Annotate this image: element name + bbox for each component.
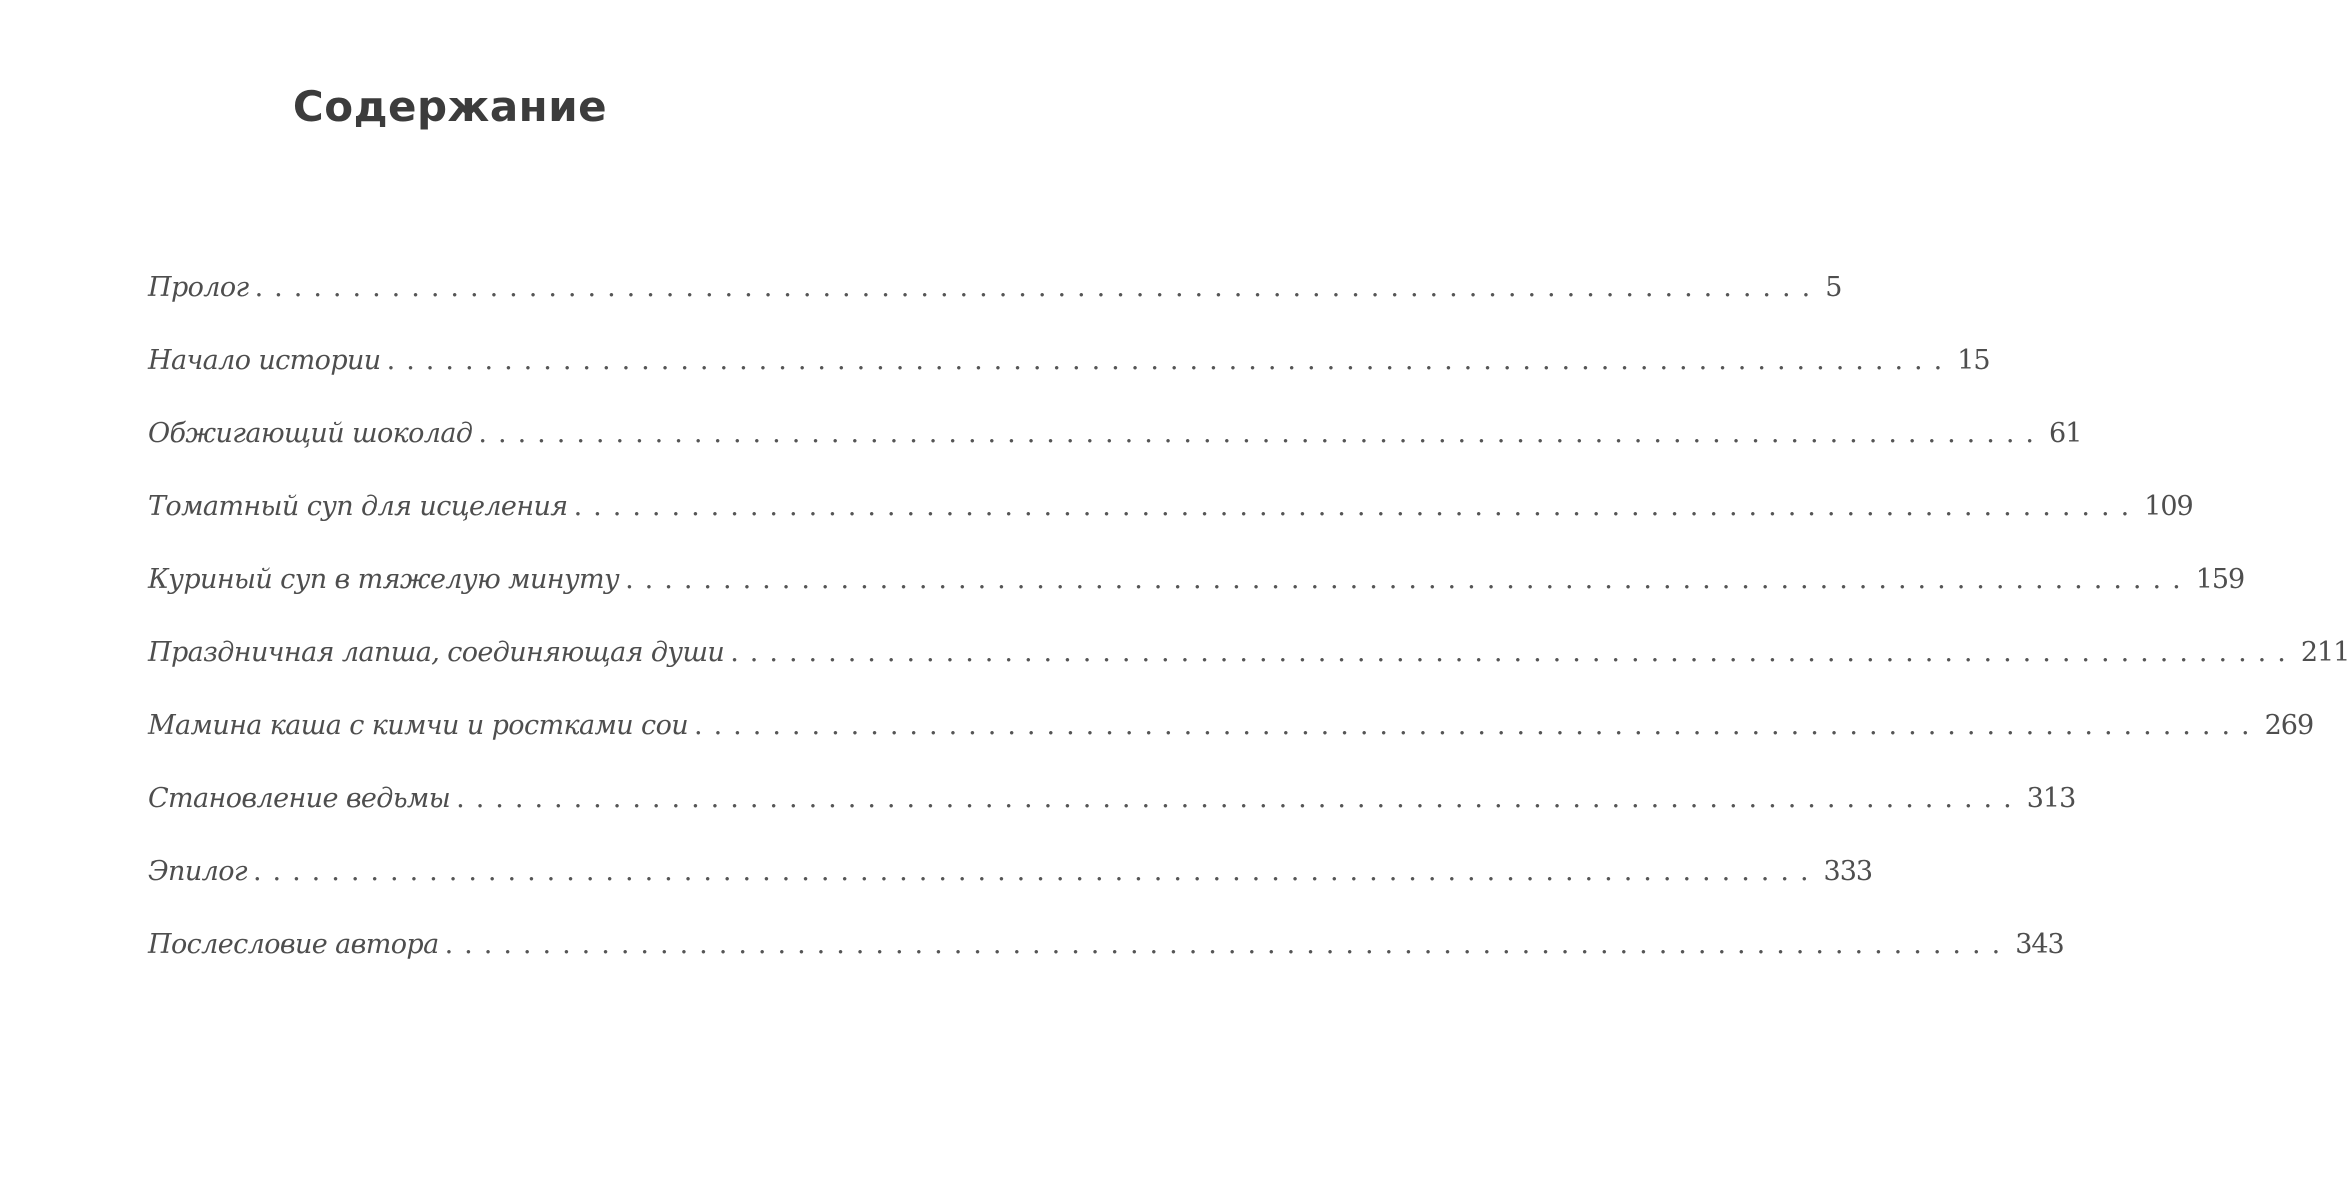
dot-leader: ................................................................................ <box>573 491 2141 522</box>
toc-entry-title: Томатный суп для исцеления <box>148 491 568 522</box>
toc-entry-title: Пролог <box>148 272 249 303</box>
toc-entry-page: 109 <box>2144 491 2193 522</box>
toc-entry-page: 343 <box>2015 929 2064 960</box>
toc-entry-page: 61 <box>2049 418 2082 449</box>
toc-entry-title: Эпилог <box>148 856 247 887</box>
toc-entry-page: 333 <box>1823 856 1873 887</box>
toc-entry-page: 159 <box>2195 564 2245 595</box>
toc-entry-title: Мамина каша с кимчи и ростками сои <box>148 710 689 741</box>
toc-entry-title: Праздничная лапша, соединяющая души <box>148 637 725 668</box>
dot-leader: ................................................................................ <box>694 710 2261 741</box>
toc-entry-page: 269 <box>2264 710 2314 741</box>
toc-entry-page: 211 <box>2300 637 2349 668</box>
page-title: Содержание <box>292 82 608 131</box>
toc-entry[interactable] <box>148 491 2193 564</box>
toc-entry-page: 15 <box>1957 345 1990 376</box>
toc-entry-title: Куриный суп в тяжелую минуту <box>148 564 620 595</box>
toc-entry[interactable] <box>148 345 1990 418</box>
toc-entry[interactable] <box>148 783 2076 856</box>
toc-entry[interactable] <box>148 564 2245 637</box>
dot-leader: ................................................................................ <box>730 637 2297 668</box>
toc-entry[interactable] <box>148 418 2082 491</box>
dot-leader: ................................................................................ <box>478 418 2046 449</box>
toc-entry[interactable] <box>148 929 2064 1002</box>
dot-leader: ................................................................................ <box>252 856 1820 887</box>
dot-leader: ................................................................................ <box>444 929 2012 960</box>
table-of-contents <box>148 272 2349 1002</box>
toc-entry-title: Послесловие автора <box>148 929 439 960</box>
toc-entry-title: Начало истории <box>148 345 381 376</box>
toc-entry-title: Становление ведьмы <box>148 783 451 814</box>
toc-entry-page: 313 <box>2026 783 2076 814</box>
dot-leader: ................................................................................ <box>254 272 1822 303</box>
dot-leader: ................................................................................ <box>456 783 2023 814</box>
toc-entry[interactable] <box>148 710 2314 783</box>
toc-entry-page: 5 <box>1825 272 1842 303</box>
dot-leader: ................................................................................ <box>386 345 1954 376</box>
toc-entry-title: Обжигающий шоколад <box>148 418 473 449</box>
dot-leader: ................................................................................ <box>625 564 2192 595</box>
toc-entry[interactable] <box>148 637 2349 710</box>
toc-entry[interactable] <box>148 272 1842 345</box>
toc-entry[interactable] <box>148 856 1873 929</box>
